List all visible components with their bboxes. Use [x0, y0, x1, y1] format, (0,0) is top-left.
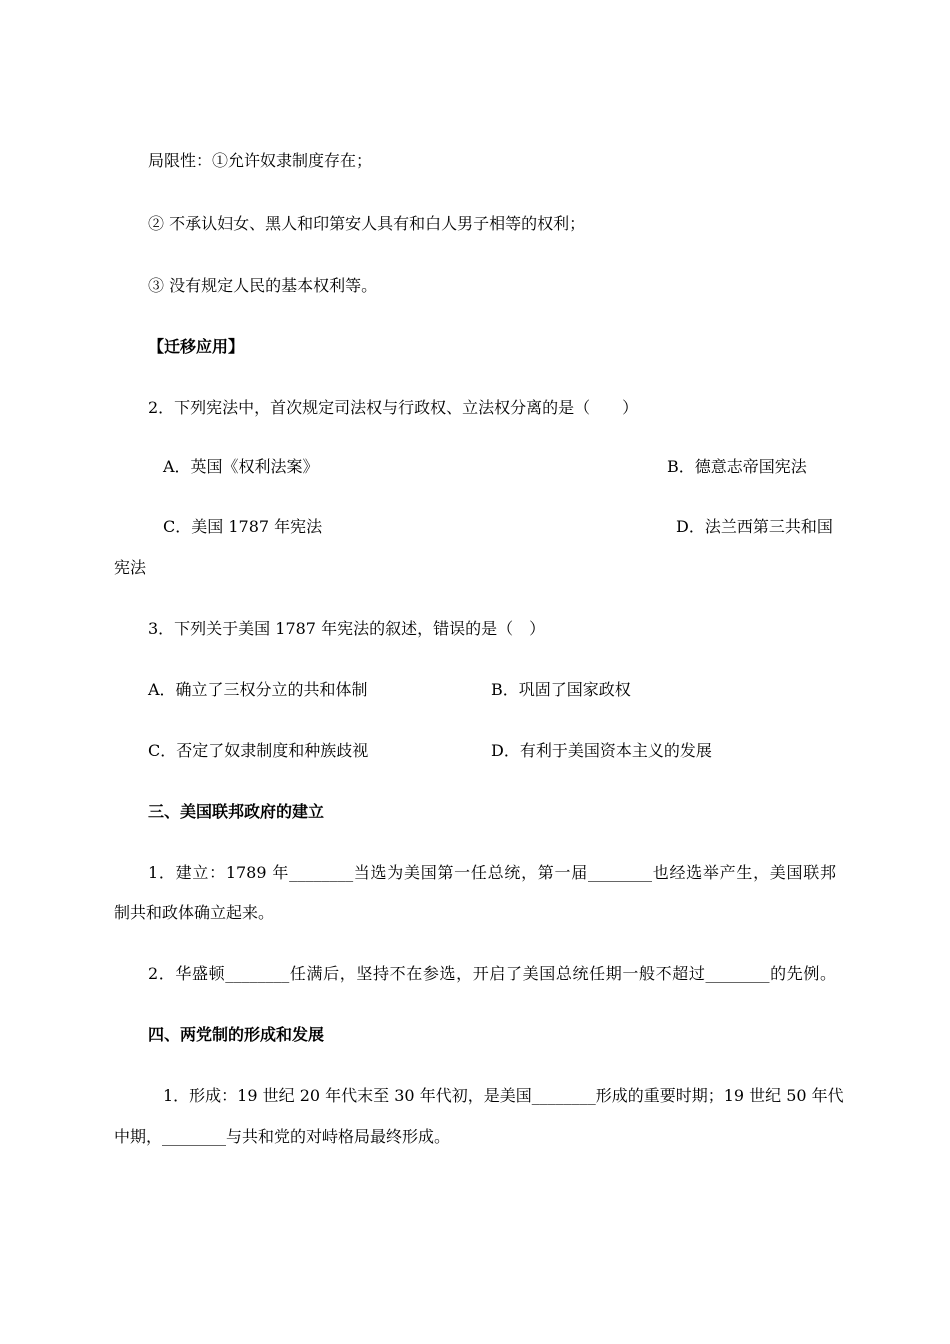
question-3-option-c: C．否定了奴隶制度和种族歧视: [148, 741, 369, 760]
section-3-heading: 三、美国联邦政府的建立: [148, 802, 325, 821]
limitation-line-3: ③ 没有规定人民的基本权利等。: [148, 276, 378, 295]
question-2-option-c: C．美国 1787 年宪法: [163, 517, 323, 536]
question-2-stem: 2．下列宪法中，首次规定司法权与行政权、立法权分离的是（ ）: [148, 398, 639, 417]
limitation-line-1: 局限性：①允许奴隶制度存在；: [148, 151, 373, 170]
section-3-item-1-line-1: 1．建立：1789 年________当选为美国第一任总统，第一届________也经选举产生，美国联邦: [148, 863, 836, 882]
section-3-item-1-line-2: 制共和政体确立起来。: [114, 903, 275, 922]
section-4-item-1-line-1: 1．形成：19 世纪 20 年代末至 30 年代初，是美国________形成的重要时期；19 世纪 50 年代: [163, 1086, 844, 1105]
section-3-item-2: 2．华盛顿________任满后，坚持不在参选，开启了美国总统任期一般不超过________的先例。: [148, 964, 836, 983]
question-3-option-b: B．巩固了国家政权: [491, 680, 631, 699]
section-4-item-1-line-2: 中期，________与共和党的对峙格局最终形成。: [114, 1127, 451, 1146]
limitation-line-2: ② 不承认妇女、黑人和印第安人具有和白人男子相等的权利；: [148, 214, 586, 233]
question-2-option-d-continued: 宪法: [114, 558, 147, 577]
section-4-heading: 四、两党制的形成和发展: [148, 1025, 325, 1044]
question-3-option-a: A．确立了三权分立的共和体制: [148, 680, 368, 699]
question-3-option-d: D．有利于美国资本主义的发展: [491, 741, 712, 760]
question-2-option-d: D．法兰西第三共和国: [676, 517, 833, 536]
question-2-option-b: B．德意志帝国宪法: [667, 457, 807, 476]
question-2-option-a: A．英国《权利法案》: [163, 457, 319, 476]
question-3-stem: 3．下列关于美国 1787 年宪法的叙述，错误的是（ ）: [148, 619, 546, 638]
practice-heading: 【迁移应用】: [148, 337, 245, 356]
